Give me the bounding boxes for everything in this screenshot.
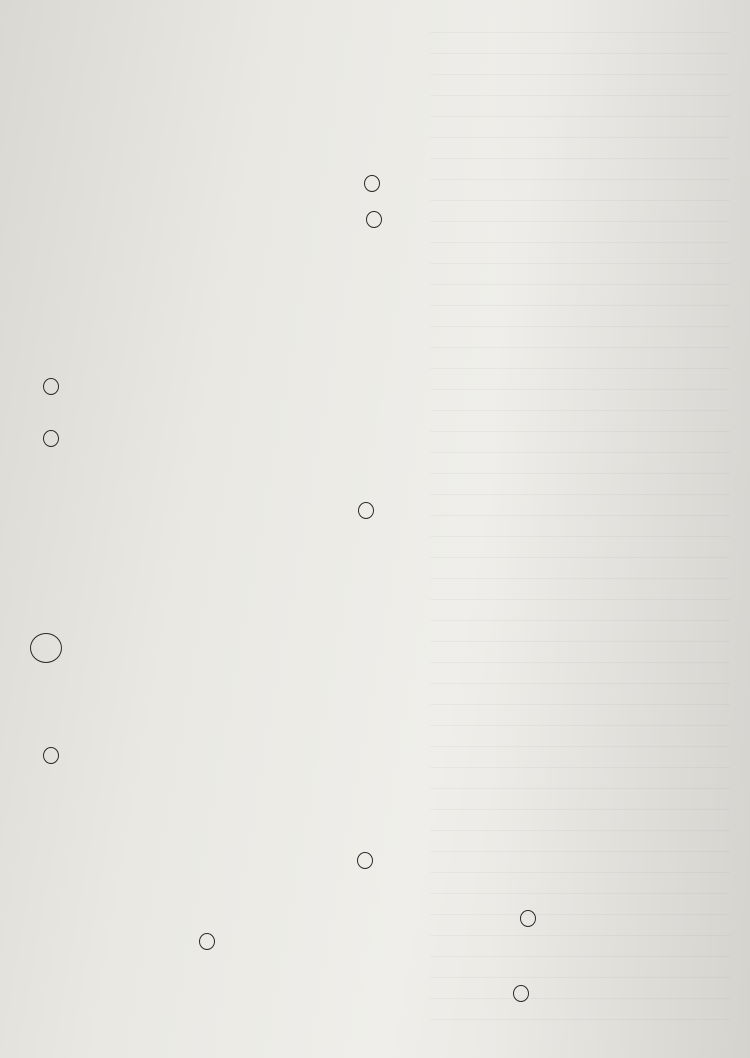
answer-circle-q17 — [30, 633, 62, 663]
answer-circle-q22 — [513, 985, 529, 1002]
answer-circle-q11 — [364, 175, 380, 192]
answer-circle-q20 — [520, 910, 536, 927]
answer-circle-q12 — [366, 211, 382, 228]
answer-circle-q14 — [43, 378, 59, 395]
answer-circle-q16 — [358, 502, 374, 519]
answer-circle-q15 — [43, 430, 59, 447]
answer-circle-q21 — [199, 933, 215, 950]
bleed-through-area — [430, 20, 730, 1020]
answer-circle-q19 — [357, 852, 373, 869]
answer-circle-q18 — [43, 747, 59, 764]
